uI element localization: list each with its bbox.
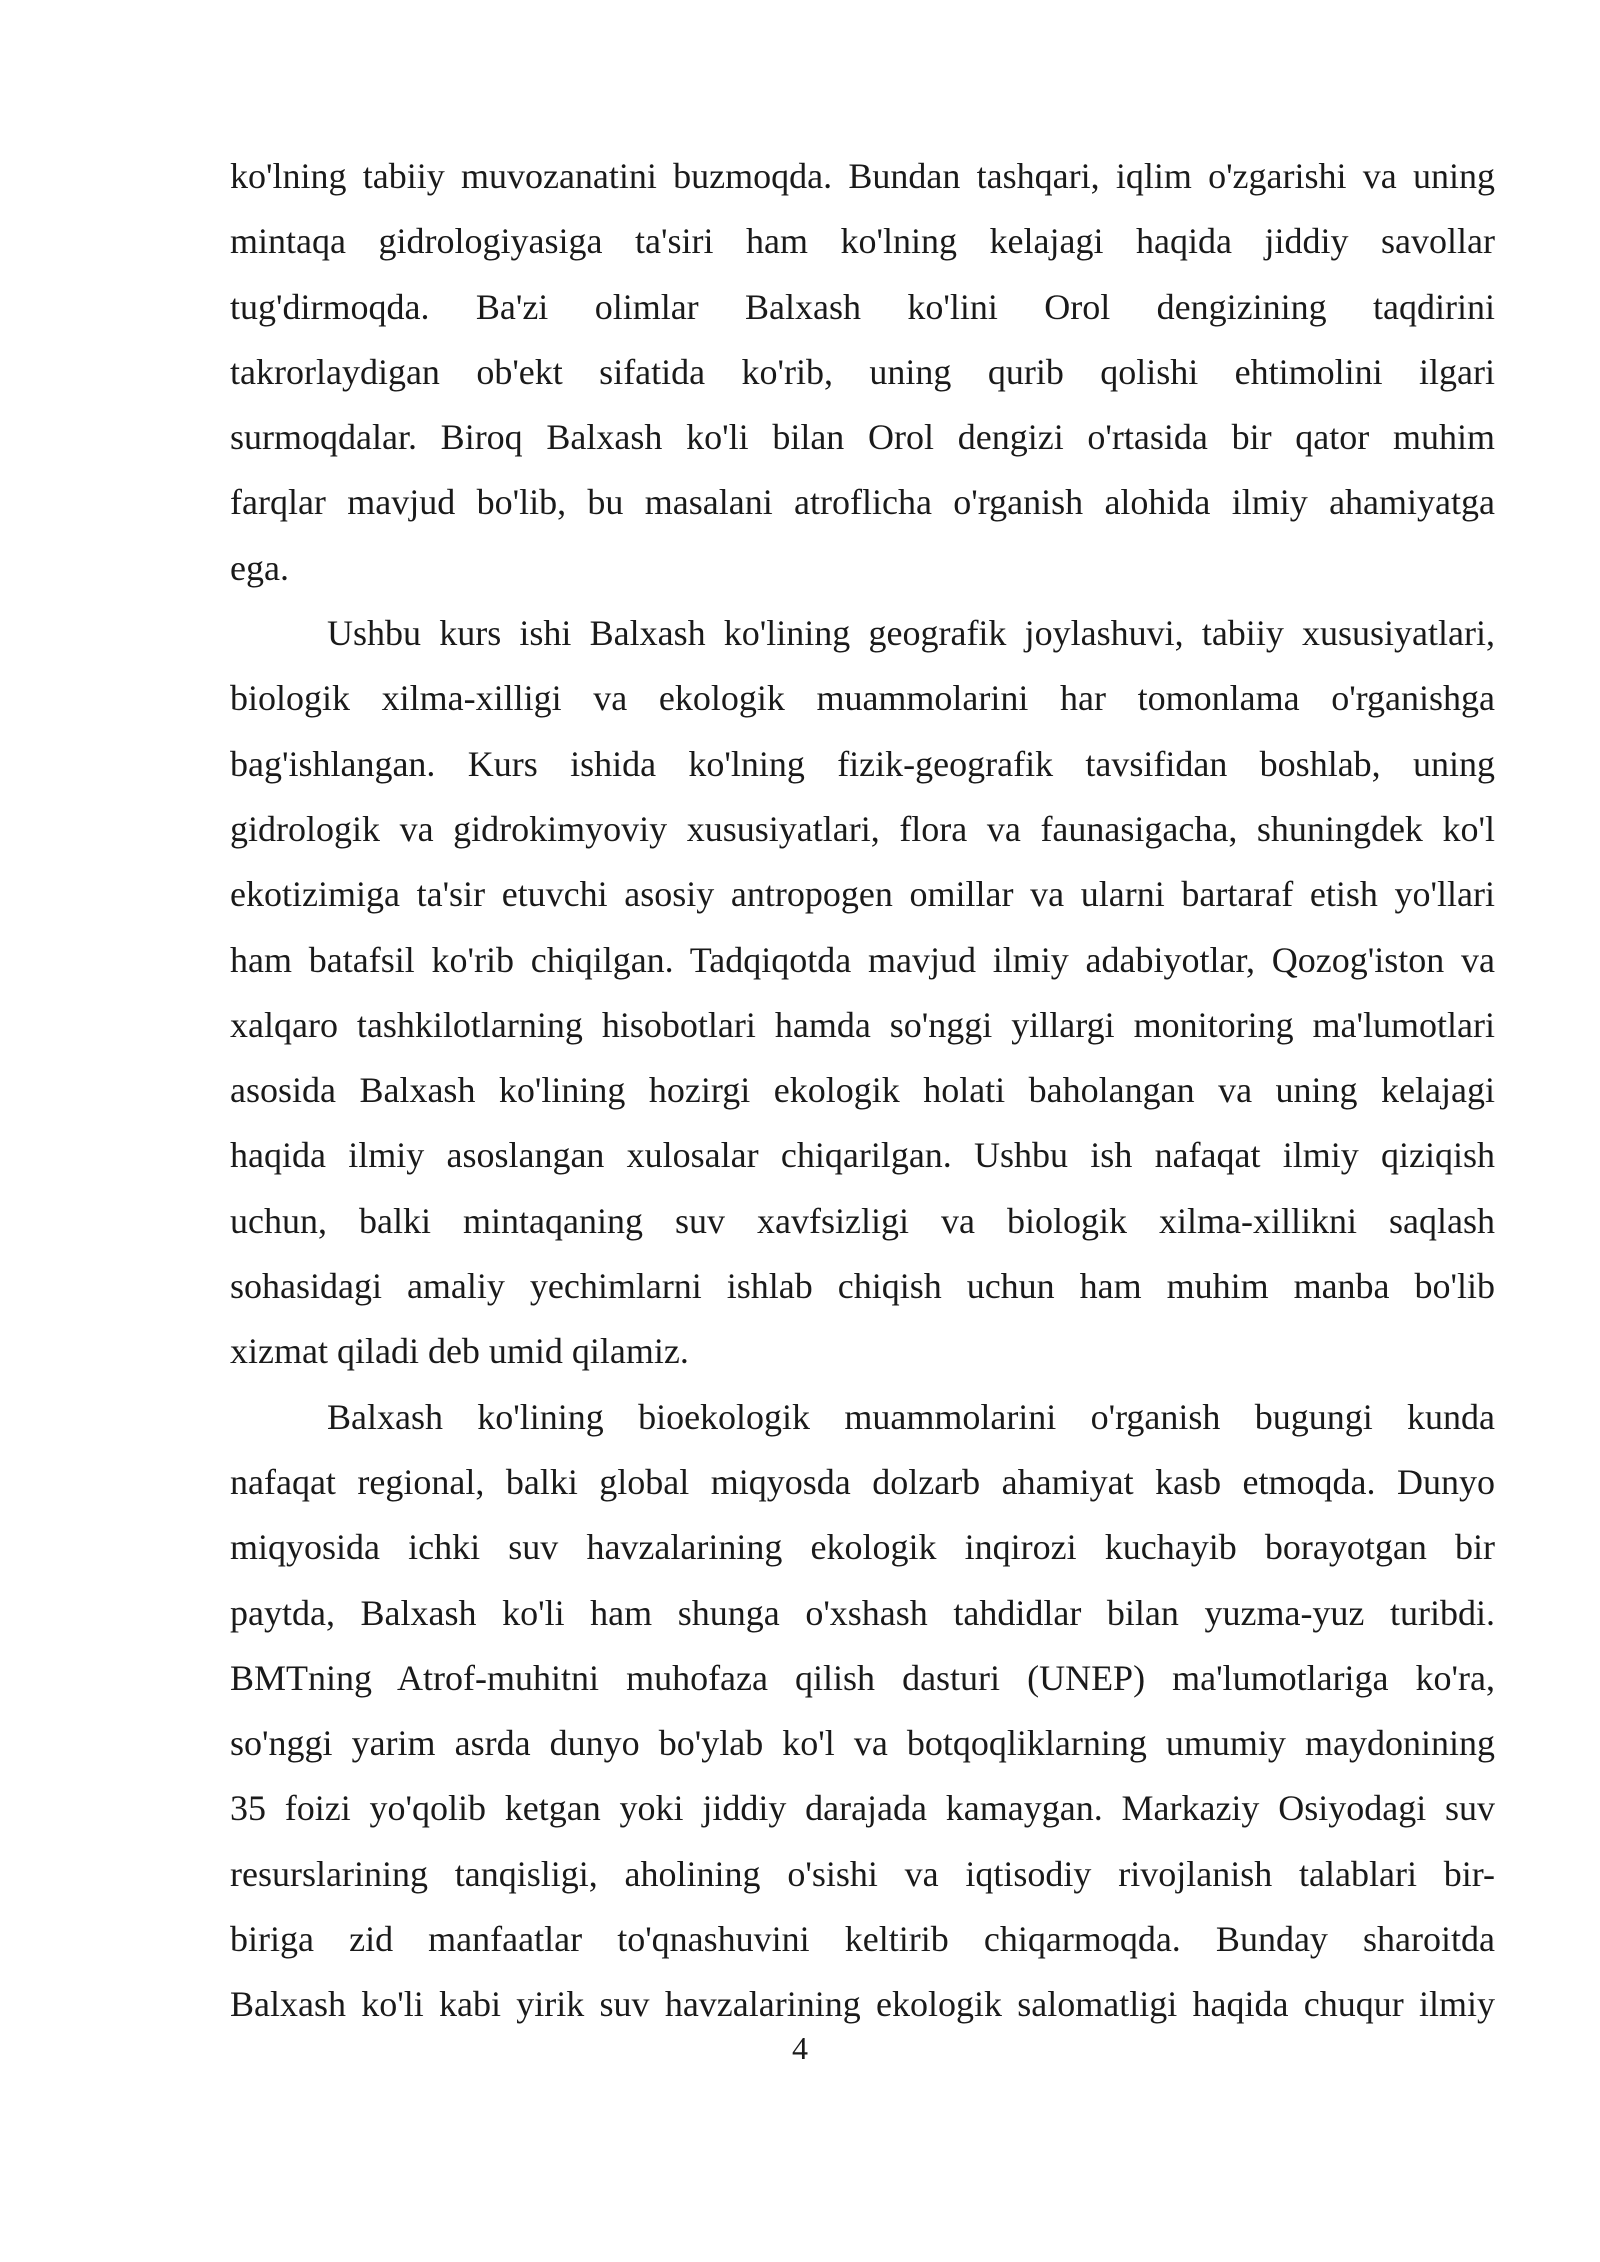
text-line: uchun, balki mintaqaning suv xavfsizligi va biologik xilma-xillikni saqlash [230,1200,1495,1241]
text-line: miqyosida ichki suv havzalarining ekologik inqirozi kuchayib borayotgan bir [230,1527,1495,1568]
text-line: xizmat qiladi deb umid qilamiz. [230,1331,689,1372]
text-line: paytda, Balxash ko'li ham shunga o'xshash tahdidlar bilan yuzma-yuz turibdi. [230,1592,1495,1633]
text-line: gidrologik va gidrokimyoviy xususiyatlari, flora va faunasigacha, shuningdek ko'l [230,808,1495,849]
text-line: biriga zid manfaatlar to'qnashuvini keltirib chiqarmoqda. Bunday sharoitda [230,1919,1495,1960]
text-line: bag'ishlangan. Kurs ishida ko'lning fizik-geografik tavsifidan boshlab, uning [230,743,1495,784]
text-line: tug'dirmoqda. Ba'zi olimlar Balxash ko'lini Orol dengizining taqdirini [230,286,1495,327]
text-line: ham batafsil ko'rib chiqilgan. Tadqiqotda mavjud ilmiy adabiyotlar, Qozog'iston va [230,939,1495,980]
text-line: takrorlaydigan ob'ekt sifatida ko'rib, uning qurib qolishi ehtimolini ilgari [230,351,1495,392]
text-line: nafaqat regional, balki global miqyosda dolzarb ahamiyat kasb etmoqda. Dunyo [230,1461,1495,1502]
text-line: mintaqa gidrologiyasiga ta'siri ham ko'lning kelajagi haqida jiddiy savollar [230,221,1495,262]
text-line: so'nggi yarim asrda dunyo bo'ylab ko'l va botqoqliklarning umumiy maydonining [230,1723,1495,1764]
text-line: Balxash ko'li kabi yirik suv havzalarining ekologik salomatligi haqida chuqur ilmiy [230,1984,1495,2025]
text-line: resurslarining tanqisligi, aholining o'sishi va iqtisodiy rivojlanish talablari bir- [230,1853,1495,1894]
text-line: 35 foizi yo'qolib ketgan yoki jiddiy darajada kamaygan. Markaziy Osiyodagi suv [230,1788,1495,1829]
text-line: farqlar mavjud bo'lib, bu masalani atroflicha o'rganish alohida ilmiy ahamiyatga [230,482,1495,523]
text-line: Ushbu kurs ishi Balxash ko'lining geografik joylashuvi, tabiiy xususiyatlari, [327,613,1495,654]
page-number: 4 [792,2030,808,2066]
text-line: surmoqdalar. Biroq Balxash ko'li bilan Orol dengizi o'rtasida bir qator muhim [230,417,1495,458]
text-line: sohasidagi amaliy yechimlarni ishlab chiqish uchun ham muhim manba bo'lib [230,1266,1495,1307]
text-line: xalqaro tashkilotlarning hisobotlari hamda so'nggi yillargi monitoring ma'lumotlari [230,1004,1495,1045]
text-line: biologik xilma-xilligi va ekologik muammolarini har tomonlama o'rganishga [230,678,1495,719]
text-line: haqida ilmiy asoslangan xulosalar chiqarilgan. Ushbu ish nafaqat ilmiy qiziqish [230,1135,1495,1176]
text-line: Balxash ko'lining bioekologik muammolarini o'rganish bugungi kunda [327,1396,1495,1437]
paragraph-2 [230,601,1495,1385]
text-line: ega. [230,547,289,588]
text-line: BMTning Atrof-muhitni muhofaza qilish dasturi (UNEP) ma'lumotlariga ko'ra, [230,1657,1495,1698]
paragraph-1 [230,144,1495,601]
body-text [230,144,1495,2038]
paragraph-3 [230,1385,1495,2038]
text-line: ekotizimiga ta'sir etuvchi asosiy antropogen omillar va ularni bartaraf etish yo'llari [230,874,1495,915]
text-line: asosida Balxash ko'lining hozirgi ekologik holati baholangan va uning kelajagi [230,1070,1495,1111]
text-line: ko'lning tabiiy muvozanatini buzmoqda. Bundan tashqari, iqlim o'zgarishi va uning [230,156,1495,196]
